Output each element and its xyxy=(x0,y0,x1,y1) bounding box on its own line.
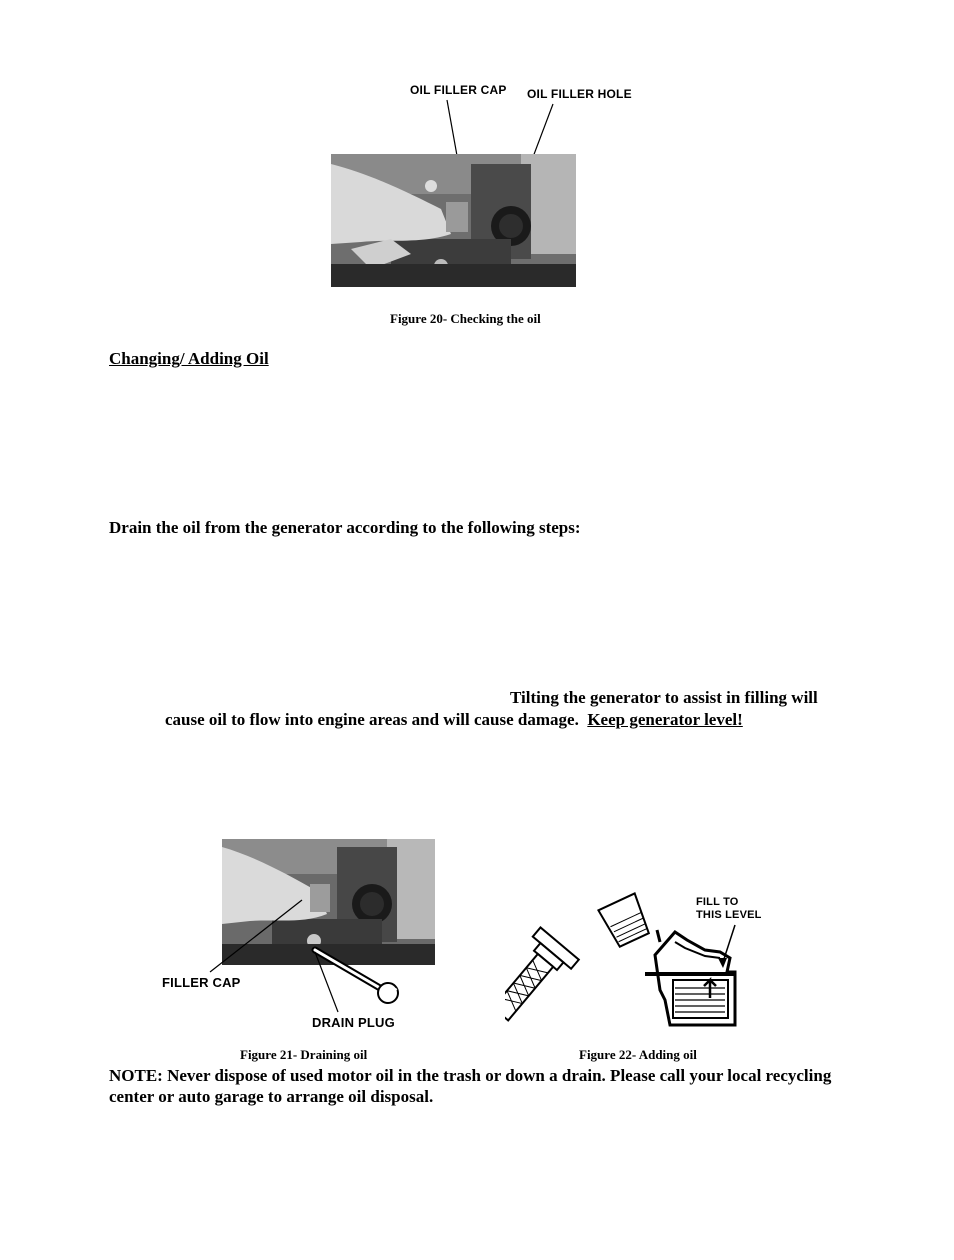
figure22-caption: Figure 22- Adding oil xyxy=(579,1047,697,1062)
fill-level-line2: THIS LEVEL xyxy=(696,909,762,921)
tilt-warning-line1: Tilting the generator to assist in filling will xyxy=(510,688,818,707)
figure20-caption: Figure 20- Checking the oil xyxy=(390,311,541,326)
keep-level-warning: Keep generator level! xyxy=(587,710,743,729)
drain-intro: Drain the oil from the generator according to the following steps: xyxy=(109,518,581,537)
fill-level-line1: FILL TO xyxy=(696,896,739,908)
figure20-photo xyxy=(331,154,576,287)
drain-plug-callout: DRAIN PLUG xyxy=(312,1015,395,1030)
oil-filler-cap-callout: OIL FILLER CAP xyxy=(410,83,507,97)
tilt-warning-text: cause oil to flow into engine areas and will cause damage. xyxy=(165,710,579,729)
disposal-note: NOTE: Never dispose of used motor oil in the trash or down a drain. Please call your local recycling center or auto garage to arrange oil disposal. xyxy=(109,1066,832,1106)
figure21-overlay xyxy=(150,880,450,1040)
section-heading: Changing/ Adding Oil xyxy=(109,349,269,368)
figure21-caption: Figure 21- Draining oil xyxy=(240,1047,368,1062)
tilt-warning-line2 xyxy=(165,710,743,730)
fill-level-callout xyxy=(696,896,762,922)
filler-cap-callout: FILLER CAP xyxy=(162,975,241,990)
oil-filler-hole-callout: OIL FILLER HOLE xyxy=(527,87,632,101)
